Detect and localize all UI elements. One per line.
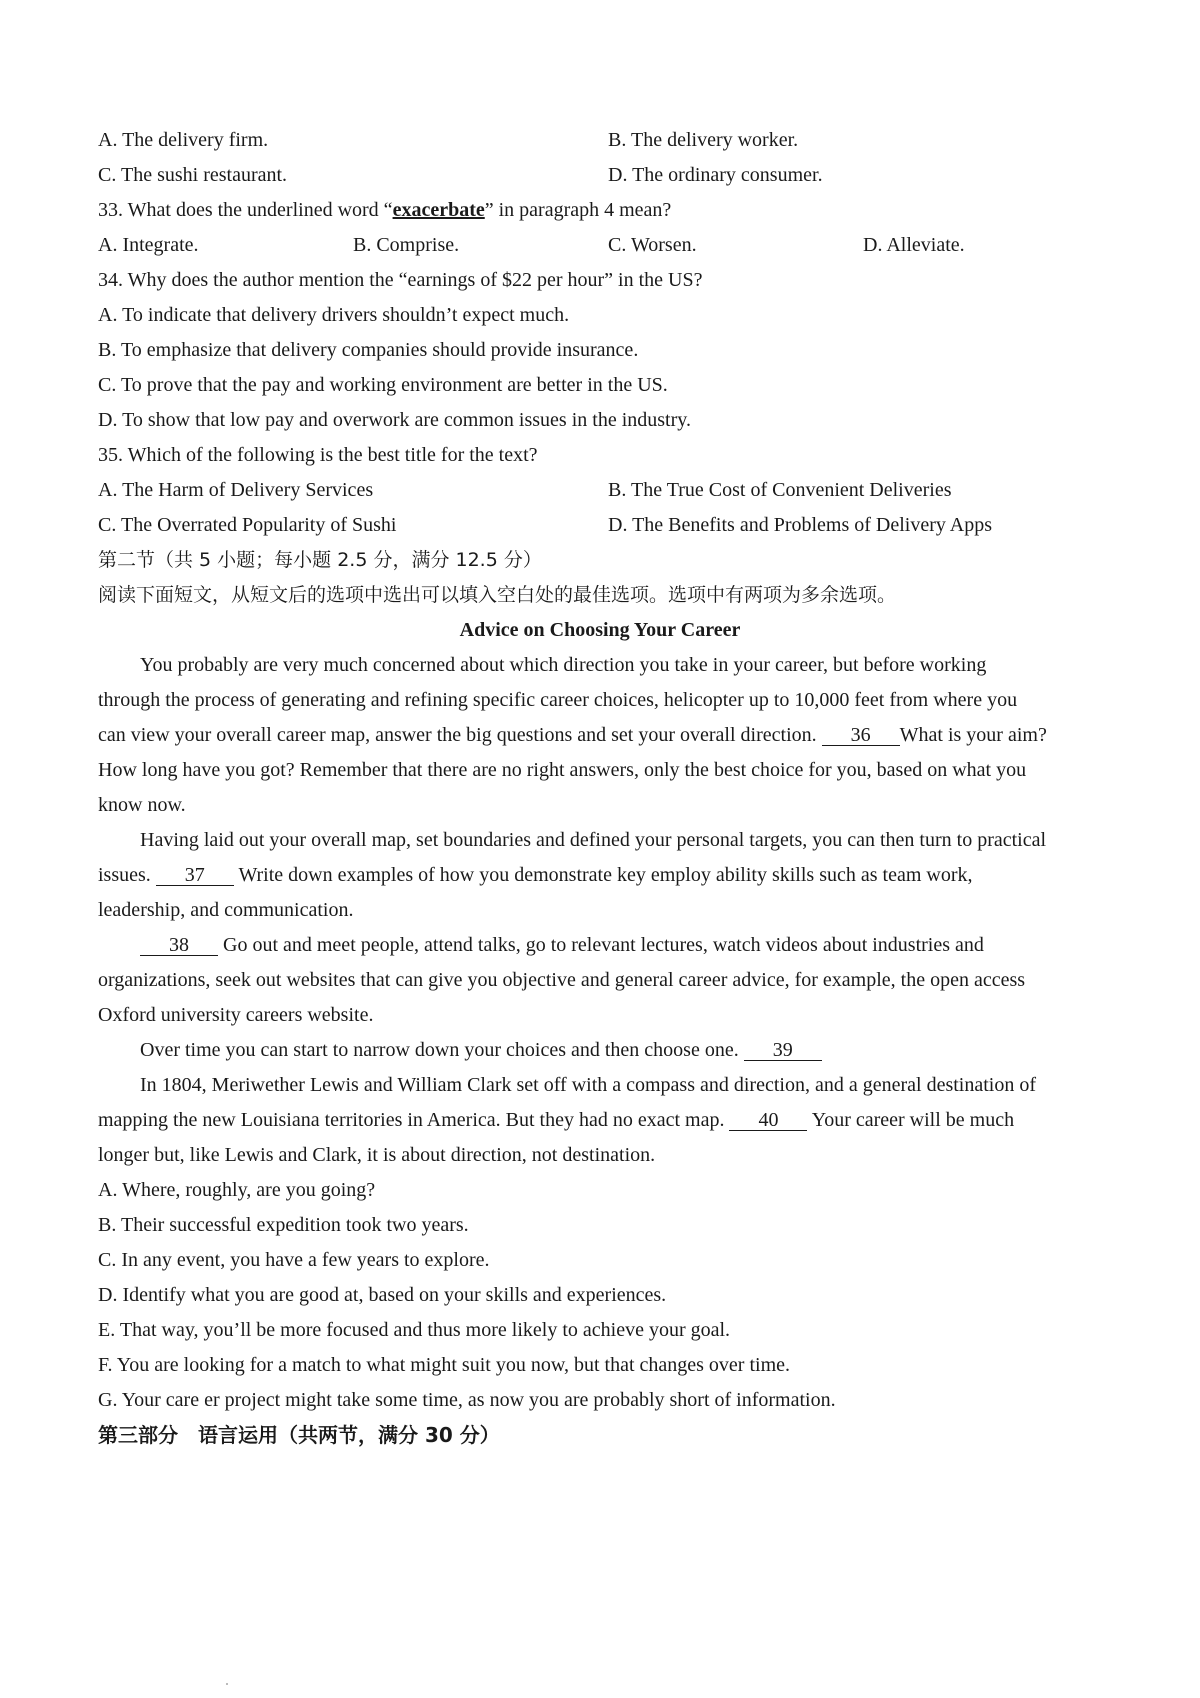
- blank-37: 37: [156, 865, 234, 886]
- q32-option-b: B. The delivery worker.: [608, 129, 799, 151]
- q33-keyword: exacerbate: [392, 199, 485, 221]
- p1-line2: through the process of generating and refining specific career choices, helicopter up to 10,000 feet from where you: [98, 689, 1018, 711]
- q33-stem-suffix: ” in paragraph 4 mean?: [484, 199, 672, 221]
- q33-option-a: A. Integrate.: [98, 234, 199, 256]
- p2-line2: [98, 863, 972, 887]
- q33-option-c: C. Worsen.: [608, 234, 697, 256]
- section2-heading: 第二节（共 5 小题；每小题 2.5 分，满分 12.5 分）: [98, 549, 542, 571]
- blank-40: 40: [729, 1110, 807, 1131]
- p1-line3: [98, 723, 1047, 747]
- option-g: G. Your care er project might take some time, as now you are probably short of information.: [98, 1389, 836, 1411]
- q35-option-c: C. The Overrated Popularity of Sushi: [98, 514, 397, 536]
- scan-speck: [226, 1683, 228, 1685]
- section2-instruction: 阅读下面短文，从短文后的选项中选出可以填入空白处的最佳选项。选项中有两项为多余选项。: [98, 584, 897, 606]
- p2-line1: Having laid out your overall map, set boundaries and defined your personal targets, you can then turn to practical: [140, 829, 1047, 851]
- blank-36: 36: [822, 725, 900, 746]
- blank-39: 39: [744, 1040, 822, 1061]
- q32-option-a: A. The delivery firm.: [98, 129, 269, 151]
- p2-line2-post: Write down examples of how you demonstrate key employ ability skills such as team work,: [238, 864, 973, 886]
- q33-stem-prefix: 33. What does the underlined word “: [98, 199, 393, 221]
- p1-line5: know now.: [98, 794, 186, 816]
- p1-line3-pre: can view your overall career map, answer the big questions and set your overall direction.: [98, 724, 817, 746]
- q35-option-b: B. The True Cost of Convenient Deliveries: [608, 479, 952, 501]
- q33-option-d: D. Alleviate.: [863, 234, 965, 256]
- q35-option-a: A. The Harm of Delivery Services: [98, 479, 374, 501]
- option-f: F. You are looking for a match to what might suit you now, but that changes over time.: [98, 1354, 791, 1376]
- p5-line3: longer but, like Lewis and Clark, it is about direction, not destination.: [98, 1144, 656, 1166]
- q33-option-b: B. Comprise.: [353, 234, 460, 256]
- p2-line3: leadership, and communication.: [98, 899, 354, 921]
- p4-line1: [140, 1038, 822, 1062]
- p1-line4: How long have you got? Remember that there are no right answers, only the best choice for you, based on what you: [98, 759, 1027, 781]
- p5-line1: In 1804, Meriwether Lewis and William Clark set off with a compass and direction, and a general destination of: [140, 1074, 1036, 1096]
- q34-stem: 34. Why does the author mention the “earnings of $22 per hour” in the US?: [98, 269, 703, 291]
- q34-option-a: A. To indicate that delivery drivers shouldn’t expect much.: [98, 304, 570, 326]
- p3-line1: [140, 933, 984, 957]
- q35-option-d: D. The Benefits and Problems of Delivery Apps: [608, 514, 993, 536]
- p4-line1-pre: Over time you can start to narrow down your choices and then choose one.: [140, 1039, 739, 1061]
- q34-option-b: B. To emphasize that delivery companies should provide insurance.: [98, 339, 639, 361]
- q32-option-c: C. The sushi restaurant.: [98, 164, 288, 186]
- part3-heading: 第三部分 语言运用（共两节，满分 30 分）: [98, 1423, 500, 1447]
- p2-line2-pre: issues.: [98, 864, 151, 886]
- p3-line1-post: Go out and meet people, attend talks, go to relevant lectures, watch videos about industries and: [223, 934, 984, 956]
- option-a: A. Where, roughly, are you going?: [98, 1179, 376, 1201]
- q34-option-c: C. To prove that the pay and working environment are better in the US.: [98, 374, 668, 396]
- option-c: C. In any event, you have a few years to explore.: [98, 1249, 490, 1271]
- blank-38: 38: [140, 935, 218, 956]
- option-e: E. That way, you’ll be more focused and thus more likely to achieve your goal.: [98, 1319, 731, 1341]
- p3-line3: Oxford university careers website.: [98, 1004, 374, 1026]
- p5-line2-pre: mapping the new Louisiana territories in America. But they had no exact map.: [98, 1109, 725, 1131]
- p3-line2: organizations, seek out websites that can give you objective and general career advice, for example, the open access: [98, 969, 1026, 991]
- option-b: B. Their successful expedition took two years.: [98, 1214, 469, 1236]
- q32-option-d: D. The ordinary consumer.: [608, 164, 823, 186]
- p5-line2-post: Your career will be much: [811, 1109, 1015, 1131]
- passage-title: Advice on Choosing Your Career: [459, 619, 741, 641]
- option-d: D. Identify what you are good at, based on your skills and experiences.: [98, 1284, 667, 1306]
- p5-line2: [98, 1108, 1014, 1132]
- p1-line3-post: What is your aim?: [899, 724, 1047, 746]
- q34-option-d: D. To show that low pay and overwork are common issues in the industry.: [98, 409, 691, 431]
- p1-line1: You probably are very much concerned about which direction you take in your career, but before working: [140, 654, 987, 676]
- q35-stem: 35. Which of the following is the best title for the text?: [98, 444, 538, 466]
- q33-stem: [98, 198, 671, 222]
